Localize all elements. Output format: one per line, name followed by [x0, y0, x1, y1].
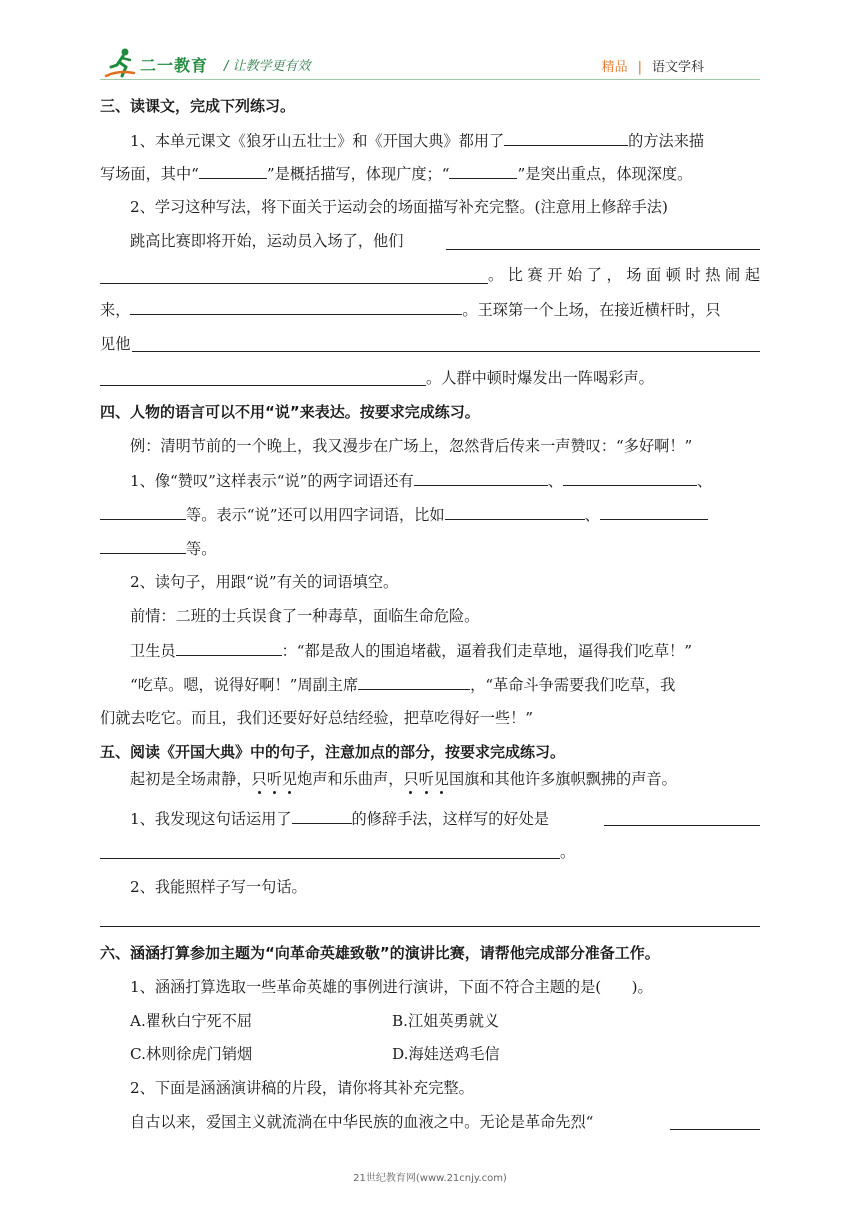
s3-q1-text-d: ”是概括描写，体现广度；“	[266, 165, 450, 183]
s5-q2-prompt: 2、我能照样子写一句话。	[130, 878, 307, 896]
s4-s2-blank[interactable]	[358, 673, 470, 690]
s4-q1-line1	[100, 469, 760, 491]
option-d[interactable]: D.海娃送鸡毛信	[392, 1045, 500, 1063]
s3-write-line-4[interactable]	[132, 351, 760, 352]
s5-q1-text-b: 的修辞手法，这样写的好处是	[351, 810, 549, 828]
s4-q1-text-b: 等。表示“说”还可以用四字词语，比如	[186, 506, 445, 524]
s4-sentence-1	[100, 639, 760, 661]
s3-q2-prompt: 2、学习这种写法，将下面关于运动会的场面描写补充完整。(注意用上修辞手法)	[130, 198, 668, 216]
s4-sentence-3: 们就去吃它。而且，我们还要好好总结经验，把草吃得好一些！”	[100, 709, 534, 727]
s5-q1-blank-1[interactable]	[292, 807, 352, 824]
s4-q1-line3	[100, 537, 760, 559]
s4-example: 例：清明节前的一个晚上，我又漫步在广场上，忽然背后传来一声赞叹：“多好啊！”	[130, 437, 693, 455]
s4-q1-text-c: 等。	[186, 540, 217, 558]
section-6-title: 六、涵涵打算参加主题为“向革命英雄致敬”的演讲比赛，请帮他完成部分准备工作。	[100, 944, 660, 962]
header-tags	[602, 56, 704, 75]
s3-para-text-3a: 来，	[100, 301, 131, 319]
s4-q1-blank-5[interactable]	[600, 503, 708, 520]
s3-q1-text-e: ”是突出重点，体现深度。	[517, 165, 693, 183]
s5-write-line-1[interactable]	[604, 825, 760, 826]
s3-write-line-2[interactable]	[100, 283, 488, 284]
page-footer: 21世纪教育网(www.21cnjy.com)	[353, 1173, 507, 1184]
s3-write-line-3[interactable]	[130, 298, 462, 315]
s4-context: 前情：二班的士兵误食了一种毒草，面临生命危险。	[130, 607, 480, 625]
brand-name: 二一教育	[140, 56, 209, 75]
s3-para-text-1: 跳高比赛即将开始，运动员入场了，他们	[130, 232, 404, 250]
s3-q1-blank-3[interactable]	[449, 162, 517, 179]
s4-comma-3: 、	[584, 506, 600, 524]
header-divider: |	[637, 60, 642, 75]
s6-para-text-1: 自古以来，爱国主义就流淌在中华民族的血液之中。无论是革命先烈“	[130, 1113, 594, 1131]
option-b[interactable]: B.江姐英勇就义	[392, 1012, 500, 1030]
s3-q1-text-c: 写场面，其中“	[100, 165, 199, 183]
s3-q1-blank-1[interactable]	[504, 129, 628, 146]
s5-write-line-3[interactable]	[100, 926, 760, 927]
s3-para-text-4: 见他	[100, 335, 131, 353]
s4-q1-blank-4[interactable]	[445, 503, 585, 520]
s3-write-line-5[interactable]	[100, 385, 426, 386]
s6-q1-prompt: 1、涵涵打算选取一些革命英雄的事例进行演讲，下面不符合主题的是( )。	[130, 978, 653, 996]
option-c[interactable]: C.林则徐虎门销烟	[130, 1045, 253, 1063]
s3-q1-text-b: 的方法来描	[628, 132, 705, 150]
s6-para-line1	[100, 1111, 760, 1133]
s4-s2-text-b: ，“革命斗争需要我们吃草，我	[470, 676, 676, 694]
s4-s1-text-a: 卫生员	[130, 642, 176, 660]
s3-write-line-1[interactable]	[446, 249, 760, 250]
s6-options-row-1	[100, 1010, 760, 1032]
s5-dotted-phrase-1: 只听见	[251, 770, 298, 788]
s6-q2-prompt: 2、下面是涵涵演讲稿的片段，请你将其补充完整。	[130, 1079, 474, 1097]
s6-options-row-2	[100, 1043, 760, 1065]
runner-logo-icon	[104, 46, 138, 80]
s4-comma-1: 、	[547, 472, 563, 490]
s3-q1-line1	[100, 129, 760, 151]
s4-sentence-2	[100, 673, 760, 695]
header-rule	[100, 79, 760, 80]
option-a[interactable]: A.瞿秋白宁死不屈	[130, 1012, 253, 1030]
s3-para-line3	[100, 298, 760, 320]
s5-quote-text-c: 国旗和其他许多旗帜飘拂的声音。	[448, 770, 677, 788]
s4-q1-blank-6[interactable]	[100, 537, 186, 554]
s3-q1-text-a: 1、本单元课文《狼牙山五壮士》和《开国大典》都用了	[130, 132, 505, 150]
s3-q1-line2	[100, 162, 760, 184]
subject-tag: 语文学科	[651, 60, 704, 75]
s4-q1-blank-1[interactable]	[414, 469, 548, 486]
s5-period: 。	[560, 843, 576, 861]
s5-dotted-phrase-2: 只听见	[403, 770, 449, 788]
s4-s2-text-a: “吃草。嗯，说得好啊！”周副主席	[130, 676, 359, 694]
page-header	[0, 0, 860, 90]
s4-s1-text-b: ：“都是敌人的围追堵截，逼着我们走草地，逼得我们吃草！”	[281, 642, 692, 660]
s5-quote-text-b: 炮声和乐曲声，	[297, 770, 404, 788]
section-4-title: 四、人物的语言可以不用“说”来表达。按要求完成练习。	[100, 403, 480, 421]
s4-q1-blank-3[interactable]	[100, 503, 186, 520]
s4-s1-blank[interactable]	[176, 639, 282, 656]
s4-q2-prompt: 2、读句子，用跟“说”有关的词语填空。	[130, 573, 399, 591]
s4-q1-blank-2[interactable]	[563, 469, 697, 486]
s6-write-line-1[interactable]	[670, 1129, 760, 1130]
section-5-title: 五、阅读《开国大典》中的句子，注意加点的部分，按要求完成练习。	[100, 743, 566, 761]
s5-quote-text-a: 起初是全场肃静，	[130, 770, 252, 788]
s4-q1-text-a: 1、像“赞叹”这样表示“说”的两字词语还有	[130, 472, 414, 490]
s3-q1-blank-2[interactable]	[199, 162, 267, 179]
s5-write-line-2[interactable]	[100, 858, 560, 859]
s3-para-line5: 。人群中顿时爆发出一阵喝彩声。	[426, 369, 654, 387]
s5-q1-text-a: 1、我发现这句话运用了	[130, 810, 292, 828]
section-3-title: 三、读课文，完成下列练习。	[100, 97, 296, 115]
s4-comma-2: 、	[696, 472, 713, 490]
s3-para-line2	[488, 264, 760, 286]
brand-slogan: / 让教学更有效	[224, 59, 311, 74]
s5-quote	[100, 768, 760, 790]
s4-q1-line2	[100, 503, 760, 525]
s3-para-text-2: 。比赛开始了，场面顿时热闹起	[488, 266, 760, 284]
quality-tag: 精品	[601, 60, 628, 75]
s3-para-text-3b: 。王琛第一个上场，在接近横杆时，只	[462, 301, 721, 319]
